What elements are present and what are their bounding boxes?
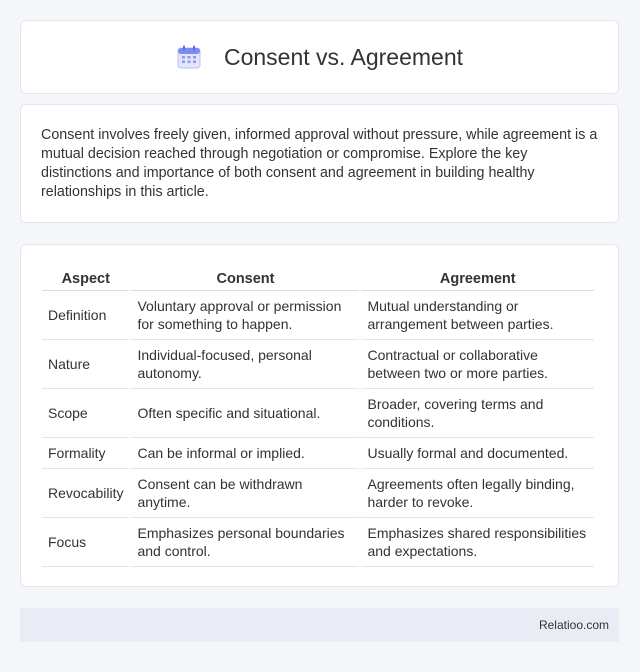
consent-cell: Emphasizes personal boundaries and control. bbox=[131, 518, 359, 567]
footer bbox=[20, 608, 619, 642]
table-row bbox=[42, 389, 594, 438]
table-row bbox=[42, 340, 594, 389]
page-title: Consent vs. Agreement bbox=[223, 43, 464, 70]
aspect-cell: Focus bbox=[42, 518, 129, 567]
agreement-cell: Mutual understanding or arrangement between parties. bbox=[361, 291, 594, 340]
aspect-cell: Scope bbox=[42, 389, 129, 438]
table-row bbox=[42, 469, 594, 518]
calendar-icon bbox=[176, 44, 202, 70]
agreement-cell: Broader, covering terms and conditions. bbox=[361, 389, 594, 438]
table-header-row bbox=[42, 266, 594, 291]
consent-cell: Often specific and situational. bbox=[131, 389, 359, 438]
title-card bbox=[20, 20, 619, 94]
intro-text: Consent involves freely given, informed approval without pressure, while agreement is a mutual decision reached through negotiation or compromise. Explore the key distinctions and importance of both consent and agreement in building healthy relationships in this article. bbox=[41, 127, 598, 200]
column-header-consent: Consent bbox=[131, 266, 359, 291]
consent-cell: Voluntary approval or permission for something to happen. bbox=[131, 291, 359, 340]
agreement-cell: Usually formal and documented. bbox=[361, 438, 594, 469]
agreement-cell: Agreements often legally binding, harder to revoke. bbox=[361, 469, 594, 518]
consent-cell: Individual-focused, personal autonomy. bbox=[131, 340, 359, 389]
aspect-cell: Definition bbox=[42, 291, 129, 340]
intro-card bbox=[20, 104, 619, 223]
column-header-aspect: Aspect bbox=[42, 266, 129, 291]
aspect-cell: Nature bbox=[42, 340, 129, 389]
column-header-agreement: Agreement bbox=[361, 266, 594, 291]
aspect-cell: Revocability bbox=[42, 469, 129, 518]
table-row bbox=[42, 518, 594, 567]
table-row bbox=[42, 291, 594, 340]
comparison-table bbox=[40, 266, 596, 567]
aspect-cell: Formality bbox=[42, 438, 129, 469]
footer-brand[interactable]: Relatioo.com bbox=[538, 618, 609, 632]
agreement-cell: Contractual or collaborative between two or more parties. bbox=[361, 340, 594, 389]
comparison-card bbox=[20, 244, 619, 587]
consent-cell: Consent can be withdrawn anytime. bbox=[131, 469, 359, 518]
agreement-cell: Emphasizes shared responsibilities and expectations. bbox=[361, 518, 594, 567]
consent-cell: Can be informal or implied. bbox=[131, 438, 359, 469]
table-row bbox=[42, 438, 594, 469]
